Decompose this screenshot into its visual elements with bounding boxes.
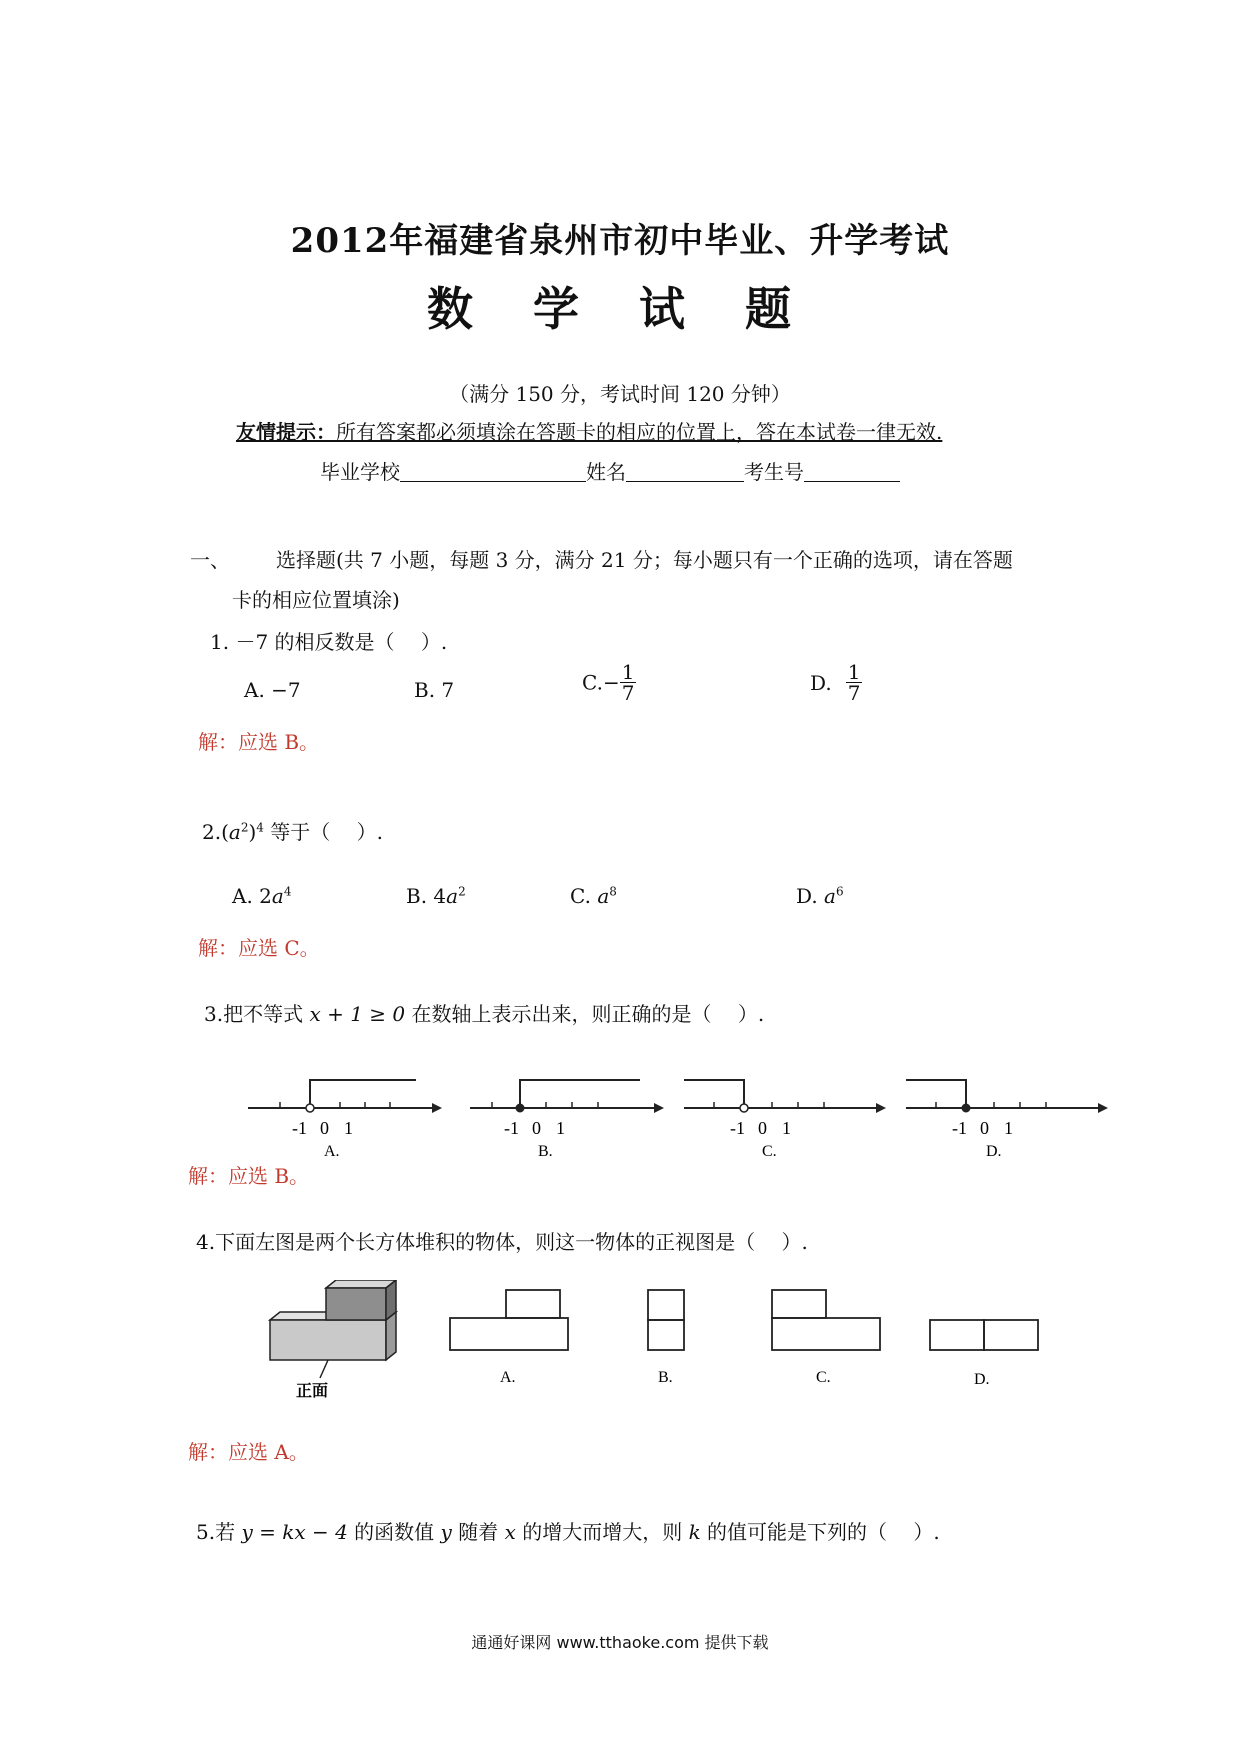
exam-title: 2012年福建省泉州市初中毕业、升学考试 (290, 221, 950, 261)
q1-stem: 1. －7 的相反数是（ ）. (210, 630, 448, 654)
section-number: 一、 (190, 548, 230, 572)
q2-b-var: a (446, 884, 459, 908)
q5-stem (196, 1516, 940, 1545)
q4-figures (260, 1280, 1060, 1420)
q3-option-b-figure (470, 1080, 664, 1160)
q1-d-prefix: D. (810, 670, 832, 695)
q3-math: x + 1 ≥ 0 (309, 1002, 406, 1026)
q2-exp2: 4 (256, 820, 264, 835)
q3-number-lines (240, 1070, 1120, 1160)
friendly-tip (236, 416, 942, 445)
q2-base: a (228, 820, 241, 844)
q2-c-pre: C. (570, 884, 598, 908)
id-blank[interactable] (804, 461, 900, 482)
school-blank[interactable] (400, 461, 586, 482)
q3-answer: 解：应选 B。 (188, 1164, 310, 1188)
q2-a-var: a (271, 884, 284, 908)
exam-subtitle: 数 学 试 题 (426, 282, 814, 336)
q2-b-pre: B. 4 (406, 884, 447, 908)
q5-k: k (688, 1520, 701, 1544)
q3-b-label: B. (538, 1143, 553, 1160)
q2-c-exp: 8 (609, 884, 617, 899)
student-info (320, 456, 900, 485)
q3-a-label: A. (324, 1143, 340, 1160)
q5-mid3: 的增大而增大，则 (515, 1520, 689, 1544)
school-label: 毕业学校 (320, 460, 400, 484)
q5-mid1: 的函数值 (347, 1520, 441, 1544)
q3-stem (204, 998, 764, 1027)
q4-solid-figure (270, 1280, 396, 1400)
q2-pre: 2.( (202, 820, 229, 844)
q1-c-numerator: 1 (621, 660, 635, 684)
q1-d-denominator: 7 (847, 681, 861, 705)
q2-answer: 解：应选 C。 (198, 936, 320, 960)
q3-b-tick-neg1: -1 (504, 1118, 519, 1138)
q2-option-c (570, 884, 617, 908)
section-title-line1: 选择题(共 7 小题，每题 3 分，满分 21 分；每小题只有一个正确的选项，请在答题 (276, 548, 1013, 572)
section-title-line2: 卡的相应位置填涂) (232, 588, 400, 612)
q2-d-var: a (824, 884, 836, 908)
q3-c-tick-neg1: -1 (730, 1118, 745, 1138)
q1-option-a: A. −7 (244, 678, 301, 702)
q3-a-tick-0: 0 (320, 1118, 329, 1138)
q2-a-pre: A. 2 (232, 884, 272, 908)
q3-pre: 3.把不等式 (204, 1002, 310, 1026)
q2-exp1: 2 (240, 820, 249, 835)
q4-option-d-figure (930, 1320, 1038, 1388)
q2-d-pre: D. (796, 884, 825, 908)
q3-d-label: D. (986, 1143, 1002, 1160)
q4-a-label: A. (500, 1369, 516, 1386)
q3-c-label: C. (762, 1143, 777, 1160)
q2-b-exp: 2 (458, 884, 466, 899)
q4-c-label: C. (816, 1369, 831, 1386)
q4-b-label: B. (658, 1369, 673, 1386)
q2-c-var: a (597, 884, 610, 908)
name-label: 姓名 (586, 460, 626, 484)
page-footer: 通通好课网 www.tthaoke.com 提供下载 (471, 1633, 769, 1652)
q5-pre: 5.若 (196, 1520, 242, 1544)
q4-stem: 4.下面左图是两个长方体堆积的物体，则这一物体的正视图是（ ）. (196, 1230, 808, 1254)
q1-c-prefix: C.− (582, 670, 620, 695)
q1-d-numerator: 1 (847, 660, 861, 684)
q4-answer: 解：应选 A。 (188, 1440, 309, 1464)
q2-option-a (232, 884, 291, 908)
q2-option-b (406, 884, 466, 908)
q1-c-fraction (620, 662, 637, 703)
q3-post: 在数轴上表示出来，则正确的是（ ）. (405, 1002, 765, 1026)
q4-option-b-figure (648, 1290, 684, 1386)
q5-post: 的值可能是下列的（ ）. (700, 1520, 940, 1544)
q5-y: y (440, 1520, 452, 1544)
q2-post: 等于（ ）. (263, 820, 383, 844)
q5-mid2: 随着 (451, 1520, 505, 1544)
q1-answer: 解：应选 B。 (198, 730, 320, 754)
q3-a-tick-1: 1 (344, 1118, 353, 1138)
tip-label: 友情提示： (236, 420, 336, 444)
q3-b-tick-0: 0 (532, 1118, 541, 1138)
q1-option-d (810, 662, 862, 703)
q5-x: x (504, 1520, 516, 1544)
q4-front-label: 正面 (296, 1383, 329, 1400)
q3-b-tick-1: 1 (556, 1118, 565, 1138)
q3-c-tick-1: 1 (782, 1118, 791, 1138)
q3-c-tick-0: 0 (758, 1118, 767, 1138)
q3-d-tick-neg1: -1 (952, 1118, 967, 1138)
q1-c-denominator: 7 (621, 681, 635, 705)
q3-d-tick-1: 1 (1004, 1118, 1013, 1138)
q3-d-tick-0: 0 (980, 1118, 989, 1138)
q4-option-a-figure (450, 1290, 568, 1386)
q3-a-tick-neg1: -1 (292, 1118, 307, 1138)
q3-option-c-figure (684, 1080, 886, 1160)
q3-option-d-figure (906, 1080, 1108, 1160)
q1-d-fraction (846, 662, 863, 703)
q2-a-exp: 4 (283, 884, 292, 899)
q1-option-c (582, 662, 636, 703)
q2-option-d (796, 884, 844, 908)
q3-option-a-figure (248, 1080, 442, 1160)
q5-math: y = kx − 4 (241, 1520, 348, 1544)
name-blank[interactable] (626, 461, 744, 482)
q2-d-exp: 6 (835, 884, 844, 899)
q2-stem (202, 816, 383, 845)
q1-option-b: B. 7 (414, 678, 455, 702)
q4-d-label: D. (974, 1371, 990, 1388)
q2-mid: ) (248, 820, 257, 844)
q4-option-c-figure (772, 1290, 880, 1386)
tip-text: 所有答案都必须填涂在答题卡的相应的位置上，答在本试卷一律无效. (336, 420, 943, 444)
score-info: （满分 150 分，考试时间 120 分钟） (449, 382, 791, 406)
id-label: 考生号 (744, 460, 804, 484)
